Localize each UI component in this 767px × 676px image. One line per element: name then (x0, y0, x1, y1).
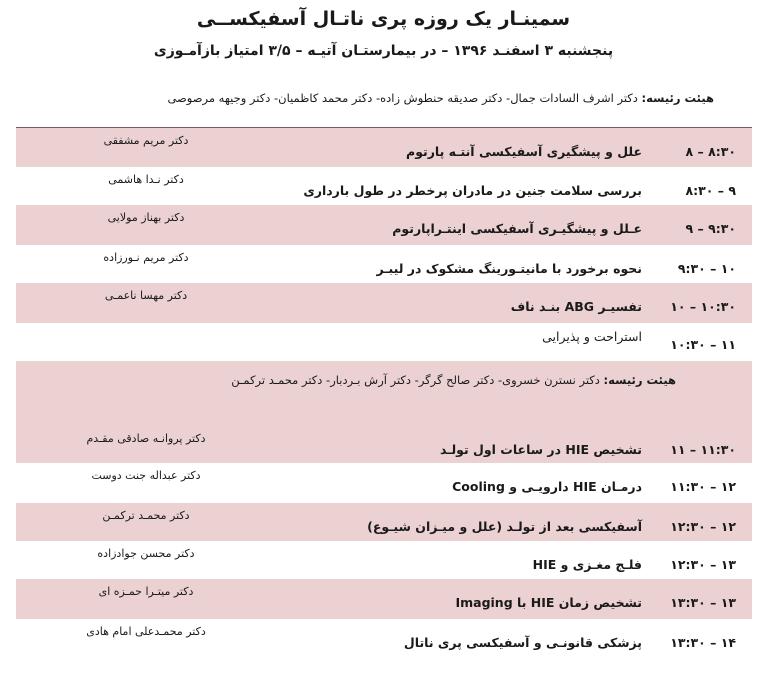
session-speaker: دکتر مریم نـورزاده (103, 251, 189, 264)
panel-1-label: هیئت رئیسه: (641, 91, 714, 105)
session-time: ۱۲ – ۱۱:۳۰ (670, 479, 736, 494)
session-speaker: دکتر محمـدعلی امام هادی (86, 625, 206, 638)
panel-2-label: هیئت رئیسه: (603, 373, 676, 387)
panel-2-members: دکتر نسترن خسروی- دکتر صالح گرگر- دکتر آرش بـردبار- دکتر محمـد ترکمـن (231, 373, 600, 387)
session-topic: فلـج مغـزی و HIE (532, 557, 642, 572)
schedule-row (16, 463, 752, 503)
session-speaker: دکتر محمـد ترکمـن (102, 509, 190, 522)
schedule-row (16, 128, 752, 167)
session-speaker: دکتر محسن جوادزاده (97, 547, 195, 560)
break-label: استراحت و پذیرایی (542, 329, 642, 344)
panel-2 (16, 361, 752, 426)
schedule-row (16, 245, 752, 283)
session-speaker: دکتر نـدا هاشمی (108, 173, 184, 186)
schedule-row (16, 503, 752, 541)
schedule-row (16, 579, 752, 619)
session-time: ۱۱:۳۰ – ۱۱ (670, 442, 736, 457)
session-topic: علل و پیشگیری آسفیکسی آنتـه پارتوم (406, 144, 642, 159)
panel-1 (84, 87, 714, 109)
session-topic: پزشکی قانونـی و آسفیکسی پری ناتال (403, 635, 642, 650)
session-time: ۱۳ – ۱۲:۳۰ (670, 557, 736, 572)
session-time: ۹:۳۰ – ۹ (685, 221, 736, 236)
session-topic: نحوه برخورد با مانیتـورینگ مشکوک در لیبـر (376, 261, 642, 276)
event-details: پنجشنبه ۳ اسفنـد ۱۳۹۶ – در بیمارستـان آتیـه – ۳/۵ امتیاز بازآمـوزی (153, 43, 614, 59)
session-speaker: دکتر بهناز مولایی (107, 211, 185, 224)
schedule-row (16, 426, 752, 463)
break-time: ۱۱ – ۱۰:۳۰ (670, 337, 736, 352)
session-speaker: دکتر مهسا ناعمـی (104, 289, 188, 302)
schedule-row (16, 167, 752, 205)
session-time: ۸:۳۰ – ۸ (685, 144, 736, 159)
session-topic: تشخیص زمان HIE با Imaging (455, 595, 642, 610)
panel-1-members: دکتر اشرف السادات جمال- دکتر صدیقه حنطوش زاده- دکتر محمد کاظمیان- دکتر وجیهه مرصوصی (167, 91, 638, 105)
session-topic: آسفیکسی بعد از تولـد (علل و میـزان شیـوع) (367, 519, 642, 534)
session-topic: تفسیـر ABG بنـد ناف (510, 299, 642, 314)
session-speaker: دکتر میتـرا حمـزه ای (98, 585, 194, 598)
session-time: ۱۳ – ۱۳:۳۰ (670, 595, 736, 610)
schedule-row (16, 541, 752, 579)
schedule-row (16, 205, 752, 245)
session-time: ۱۰ – ۹:۳۰ (677, 261, 736, 276)
session-time: ۹ – ۸:۳۰ (685, 183, 736, 198)
schedule-row (16, 283, 752, 323)
session-time: ۱۲ – ۱۲:۳۰ (670, 519, 736, 534)
session-topic: تشخیص HIE در ساعات اول تولـد (439, 442, 642, 457)
session-speaker: دکتر عبداله جنت دوست (91, 469, 201, 482)
schedule-row (16, 619, 752, 659)
session-time: ۱۰:۳۰ – ۱۰ (670, 299, 736, 314)
schedule-table (16, 127, 752, 659)
break-row (16, 323, 752, 361)
session-time: ۱۴ – ۱۳:۳۰ (670, 635, 736, 650)
session-topic: بررسی سلامت جنین در مادران پرخطر در طول بارداری (303, 183, 642, 198)
session-topic: عـلل و پیشگیـری آسفیکسی اینتـراپارتوم (392, 221, 642, 236)
session-speaker: دکتر پروانـه صادقی مقـدم (86, 432, 206, 445)
page-title: سمینـار یک روزه پری ناتـال آسفیکســی (196, 8, 571, 30)
session-topic: درمـان HIE دارویـی و Cooling (452, 479, 642, 494)
session-speaker: دکتر مریم مشفقی (103, 134, 189, 147)
